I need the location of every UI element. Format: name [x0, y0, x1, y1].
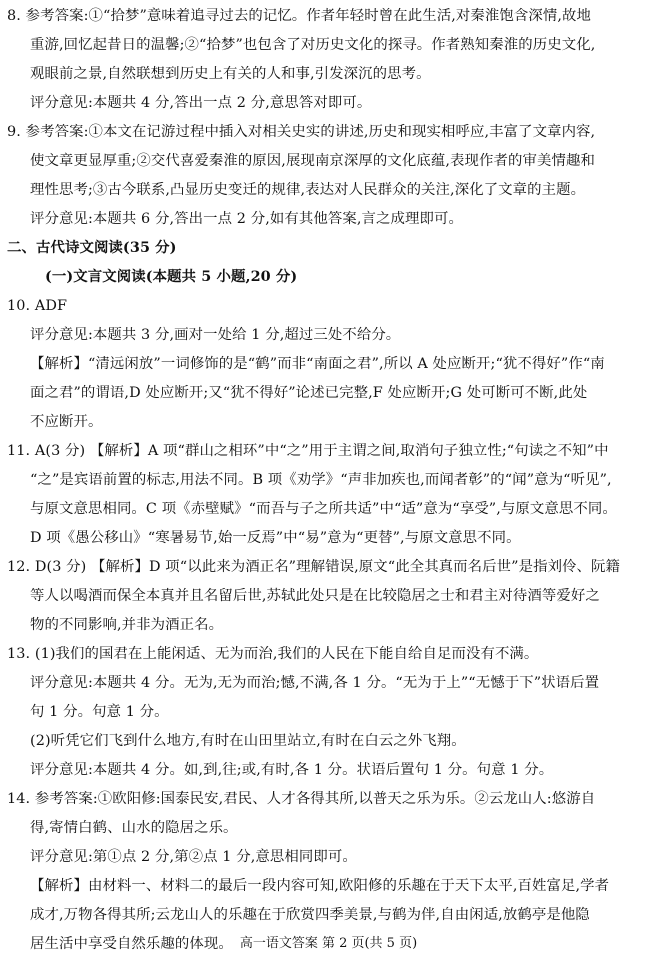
q13-part1-translation: 13. (1)我们的国君在上能闲适、无为而治,我们的人民在下能自给自足而没有不满。	[7, 646, 539, 662]
q14-scoring: 评分意见:第①点 2 分,第②点 1 分,意思相同即可。	[30, 849, 357, 865]
q11-line-3: 与原文意思相同。C 项《赤壁赋》“而吾与子之所共适”中“适”意为“享受”,与原文意思不同。	[30, 501, 617, 517]
q14-analysis-line-2: 成才,万物各得其所;云龙山人的乐趣在于欣赏四季美景,与鹤为伴,自由闲适,放鹤亭是他隐	[30, 907, 590, 923]
subsection-heading: (一)文言文阅读(本题共 5 小题,20 分)	[45, 268, 298, 285]
q12-line-1: 12. D(3 分) 【解析】D 项“以此来为酒正名”理解错误,原文“此全其真而名后世”是指刘伶、阮籍	[7, 559, 621, 575]
q10-analysis-line-2: 面之君”的谓语,D 处应断开;又“犹不得好”论述已完整,F 处应断开;G 处可断可不断,此处	[30, 385, 588, 401]
q14-analysis-line-1: 【解析】由材料一、材料二的最后一段内容可知,欧阳修的乐趣在于天下太平,百姓富足,学者	[30, 878, 610, 894]
q8-answer-line-3: 观眼前之景,自然联想到历史上有关的人和事,引发深沉的思考。	[30, 66, 431, 82]
q13-part1-scoring-line-1: 评分意见:本题共 4 分。无为,无为而治;憾,不满,各 1 分。“无为于上”“无憾于下”状语后置	[30, 675, 600, 691]
q9-scoring: 评分意见:本题共 6 分,答出一点 2 分,如有其他答案,言之成理即可。	[30, 211, 463, 227]
q12-line-3: 物的不同影响,并非为酒正名。	[30, 617, 224, 633]
q14-answer-line-2: 得,寄情白鹤、山水的隐居之乐。	[30, 820, 238, 836]
q13-part2-scoring: 评分意见:本题共 4 分。如,到,往;或,有时,各 1 分。状语后置句 1 分。句意 1 分。	[30, 762, 554, 778]
q12-line-2: 等人以喝酒而保全本真并且名留后世,苏轼此处只是在比较隐居之士和君主对待酒等爱好之	[30, 588, 600, 604]
q13-part1-scoring-line-2: 句 1 分。句意 1 分。	[30, 704, 169, 720]
section-heading: 二、古代诗文阅读(35 分)	[7, 239, 177, 256]
q11-line-1: 11. A(3 分) 【解析】A 项“群山之相环”中“之”用于主谓之间,取消句子独立性;“句读之不知”中	[7, 443, 609, 459]
q9-answer-line-3: 理性思考;③古今联系,凸显历史变迁的规律,表达对人民群众的关注,深化了文章的主题。	[30, 182, 586, 198]
q13-part2-translation: (2)听凭它们飞到什么地方,有时在山田里站立,有时在白云之外飞翔。	[30, 733, 466, 749]
q9-answer-line-1: 9. 参考答案:①本文在记游过程中插入对相关史实的讲述,历史和现实相呼应,丰富了文章内容,	[7, 124, 596, 140]
q10-answer: 10. ADF	[7, 298, 68, 314]
q10-scoring: 评分意见:本题共 3 分,画对一处给 1 分,超过三处不给分。	[30, 327, 401, 343]
q10-analysis-line-3: 不应断开。	[30, 414, 103, 430]
q14-answer-line-1: 14. 参考答案:①欧阳修:国泰民安,君民、人才各得其所,以普天之乐为乐。②云龙山人:悠游自	[7, 791, 596, 807]
q14-analysis-line-3: 居生活中享受自然乐趣的体现。	[30, 936, 233, 952]
q9-answer-line-2: 使文章更显厚重;②交代喜爱秦淮的原因,展现南京深厚的文化底蕴,表现作者的审美情趣和	[30, 153, 595, 169]
q11-line-4: D 项《愚公移山》“寒暑易节,始一反焉”中“易”意为“更替”,与原文意思不同。	[30, 530, 521, 546]
q8-answer-line-2: 重游,回忆起昔日的温馨;②“拾梦”也包含了对历史文化的探寻。作者熟知秦淮的历史文化,	[30, 37, 596, 53]
q10-analysis-line-1: 【解析】“清远闲放”一词修饰的是“鹤”而非“南面之君”,所以 A 处应断开;“犹不得好”作“南	[30, 356, 605, 372]
q8-answer-line-1: 8. 参考答案:①“拾梦”意味着追寻过去的记忆。作者年轻时曾在此生活,对秦淮饱含深情,故地	[7, 8, 591, 24]
q11-line-2: “之”是宾语前置的标志,用法不同。B 项《劝学》“声非加疾也,而闻者彰”的“闻”意为“听见”,	[30, 472, 612, 488]
q8-scoring: 评分意见:本题共 4 分,答出一点 2 分,意思答对即可。	[30, 95, 372, 111]
page-footer: 高一语文答案 第 2 页(共 5 页)	[239, 936, 418, 951]
